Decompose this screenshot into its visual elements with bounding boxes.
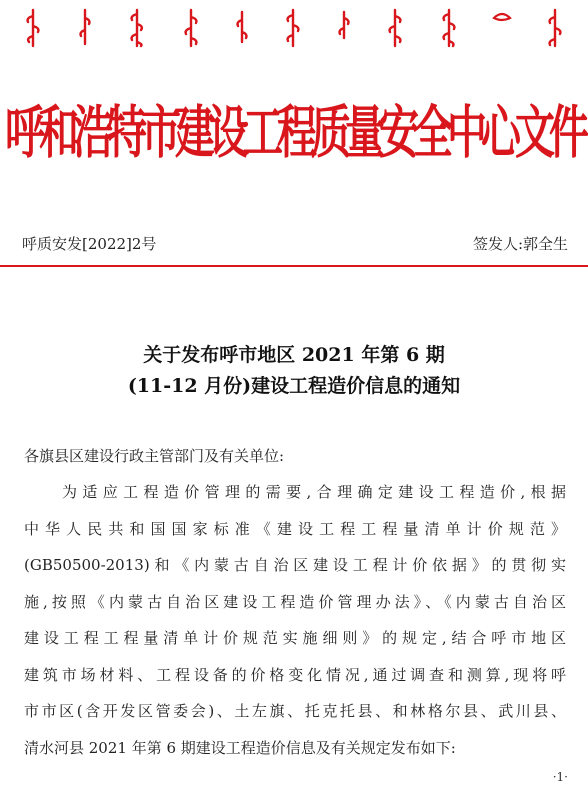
- notice-title-line-2: (11-12 月份)建设工程造价信息的通知: [127, 375, 461, 397]
- body-line: 建筑市场材料、工程设备的价格变化情况,通过调查和测算,现将呼: [24, 665, 566, 684]
- org-title: 呼和浩特市建设工程质量安全中心文件: [5, 99, 583, 167]
- mongolian-glyph-icon: [335, 8, 353, 48]
- mongolian-glyph-icon: [75, 8, 95, 48]
- mongolian-glyph-icon: [384, 8, 406, 48]
- body-paragraph: [24, 482, 566, 774]
- mongolian-glyph-icon: [282, 8, 304, 48]
- page-number: ·1·: [552, 770, 568, 784]
- issuer-signature: 签发人:郭全生: [472, 235, 568, 253]
- body-line: 施,按照《内蒙古自治区建设工程造价管理办法》、《内蒙古自治区: [24, 592, 566, 611]
- body-line: 建设工程工程量清单计价规范实施细则》的规定,结合呼市地区: [24, 629, 566, 647]
- body-line: 市市区(含开发区管委会)、土左旗、托克托县、和林格尔县、武川县、: [24, 702, 566, 720]
- salutation: 各旗县区建设行政主管部门及有关单位:: [24, 447, 285, 465]
- mongolian-glyph-icon: [544, 8, 566, 48]
- body-line: (GB50500-2013)和《内蒙古自治区建设工程计价依据》的贯彻实: [24, 556, 566, 574]
- mongolian-glyph-icon: [491, 8, 513, 48]
- notice-title-line-1: 关于发布呼市地区 2021 年第 6 期: [143, 344, 445, 366]
- document-meta-row: [22, 233, 568, 254]
- mongolian-glyph-icon: [22, 8, 44, 48]
- mongolian-glyph-icon: [233, 8, 251, 48]
- body-line: 清水河县 2021 年第 6 期建设工程造价信息及有关规定发布如下:: [24, 738, 456, 757]
- mongolian-glyph-icon: [126, 8, 148, 48]
- mongolian-script-header: [22, 8, 566, 50]
- notice-title: [0, 340, 588, 402]
- mongolian-glyph-icon: [180, 8, 202, 48]
- body-line: 为适应工程造价管理的需要,合理确定建设工程造价,根据: [62, 483, 566, 501]
- red-divider-line: [0, 265, 588, 267]
- mongolian-glyph-icon: [438, 8, 460, 48]
- document-number: 呼质安发[2022]2号: [22, 235, 157, 253]
- body-line: 中华人民共和国国家标准《建设工程工程量清单计价规范》: [24, 519, 566, 538]
